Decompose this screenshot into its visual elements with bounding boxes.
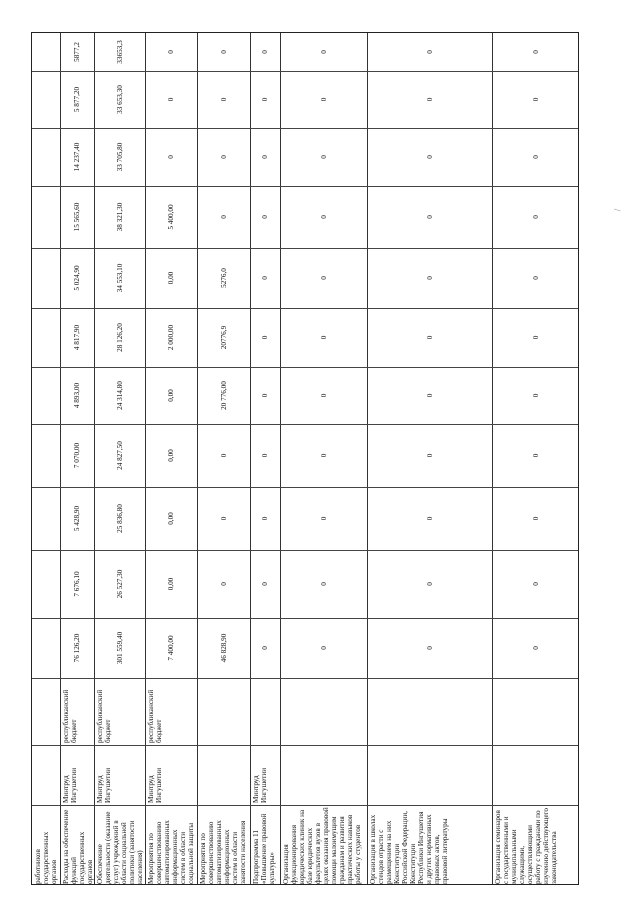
row-value-5: 0,00	[167, 389, 175, 402]
row-value-2: 0	[320, 582, 328, 586]
row-description: Организация семинаров с государственными и муниципальными служащими, осуществляющими работу с гражданами по изучению действующего законодательства	[494, 807, 558, 884]
row-description: Подпрограмма 11 «Повышение правовой культуры»	[252, 813, 276, 884]
row-value-4: 0	[320, 453, 328, 458]
row-value-7: 0	[261, 276, 269, 280]
row-divider	[250, 33, 251, 884]
row-value-3: 0	[220, 516, 228, 521]
row-value-3: 0	[320, 516, 328, 521]
row-value-6: 20776,9	[220, 325, 228, 350]
row-value-4: 24 827,50	[116, 441, 124, 470]
row-total: 0	[167, 50, 175, 54]
row-value-9: 0	[167, 155, 175, 159]
row-value-5: 0	[320, 393, 328, 398]
row-value-5: 0	[426, 393, 434, 398]
column-divider	[32, 487, 578, 488]
column-divider	[32, 424, 578, 425]
row-value-8: 5 400,00	[167, 204, 175, 230]
row-value-1: 76 126,20	[73, 633, 81, 663]
row-value-9: 0	[320, 155, 328, 159]
row-value-9: 0	[261, 155, 269, 159]
row-funding-source: республиканский бюджет	[62, 689, 78, 743]
row-divider	[367, 33, 368, 884]
column-divider	[32, 248, 578, 249]
row-value-3: 0	[261, 516, 269, 521]
row-value-10: 33 653,30	[116, 85, 124, 114]
column-divider	[32, 186, 578, 187]
row-value-9: 0	[532, 155, 540, 159]
row-value-8: 0	[426, 215, 434, 219]
row-executor: Минтруд Ингушетии	[252, 767, 268, 803]
row-total: 33653,3	[116, 40, 124, 64]
column-divider	[32, 805, 578, 806]
row-value-1: 0	[320, 646, 328, 650]
row-value-3: 0	[532, 516, 540, 521]
row-value-4: 0	[261, 453, 269, 458]
row-value-2: 7 676,10	[73, 571, 81, 597]
row-value-8: 0	[320, 215, 328, 219]
row-value-10: 5 877,20	[73, 86, 81, 113]
row-value-1: 0	[261, 646, 269, 650]
row-value-5: 4 893,00	[73, 382, 81, 409]
row-value-10: 0	[426, 97, 434, 102]
row-value-7: 0	[532, 276, 540, 280]
row-value-8: 0	[261, 215, 269, 219]
row-value-6: 28 126,20	[116, 323, 124, 352]
row-value-9: 0	[426, 155, 434, 159]
page-edge-mark: /	[612, 208, 623, 212]
row-value-8: 0	[532, 215, 540, 219]
column-divider	[32, 678, 578, 679]
row-value-6: 4 817,90	[73, 324, 81, 351]
column-divider	[32, 128, 578, 129]
row-total: 0	[532, 50, 540, 54]
row-value-10: 0	[261, 97, 269, 102]
row-value-10: 0	[167, 97, 175, 102]
row-value-2: 0	[261, 582, 269, 586]
row-value-5: 0	[261, 393, 269, 398]
row-value-4: 0	[532, 453, 540, 458]
row-value-1: 46 828,90	[220, 633, 228, 663]
row-value-1: 301 559,40	[116, 631, 124, 665]
row-value-7: 0	[426, 276, 434, 280]
row-total: 5877,2	[73, 42, 81, 62]
row-value-8: 38 321,30	[116, 202, 124, 232]
row-value-7: 0,00	[167, 271, 175, 285]
row-executor: Минтруд Ингушетии	[62, 767, 78, 803]
budget-table	[31, 32, 579, 885]
column-divider	[32, 308, 578, 309]
row-funding-source: республиканский бюджет	[96, 689, 112, 743]
row-value-8: 0	[220, 215, 228, 219]
row-value-2: 26 527,30	[116, 569, 124, 599]
row-value-4: 0	[220, 453, 228, 458]
row-value-7: 5276,0	[220, 268, 228, 288]
row-value-9: 33 705,80	[116, 142, 124, 172]
column-divider	[32, 550, 578, 551]
row-value-2: 0	[220, 582, 228, 586]
row-value-7: 34 553,10	[116, 263, 124, 293]
row-value-1: 0	[426, 646, 434, 650]
row-value-4: 0,00	[167, 449, 175, 462]
row-value-7: 0	[320, 276, 328, 280]
column-divider	[32, 367, 578, 368]
row-total: 0	[261, 50, 269, 54]
row-total: 0	[220, 50, 228, 54]
row-value-5: 20 776,00	[220, 381, 228, 410]
row-value-2: 0	[426, 582, 434, 586]
row-value-5: 24 314,80	[116, 381, 124, 410]
column-divider	[32, 71, 578, 72]
row-value-1: 0	[532, 646, 540, 650]
row-value-7: 5 024,90	[73, 265, 81, 291]
row-description: работников государственных органов	[34, 831, 58, 884]
row-divider	[492, 33, 493, 884]
row-value-6: 0	[261, 335, 269, 340]
row-value-6: 0	[532, 335, 540, 340]
row-description: Расходы на обеспечение функций государственных органов	[62, 809, 94, 884]
row-value-6: 0	[426, 335, 434, 340]
row-value-2: 0,00	[167, 577, 175, 591]
row-description: Мероприятия по совершенствованию автоматизированных информационных систем в области социальной защиты	[147, 820, 195, 884]
row-description: Организация функционирования юридических клиник на базе юридических факультетов вузов в целях оказания правовой помощи малоимущим гражданам и развития практических навыков работы у студентов	[282, 807, 362, 884]
row-value-3: 5 428,90	[73, 505, 81, 532]
row-value-3: 0	[426, 516, 434, 521]
row-value-10: 0	[320, 97, 328, 102]
row-value-6: 2 000,00	[167, 324, 175, 351]
row-total: 0	[426, 50, 434, 54]
row-value-2: 0	[532, 582, 540, 586]
row-value-3: 0,00	[167, 512, 175, 525]
column-divider	[32, 618, 578, 619]
row-value-1: 7 400,00	[167, 635, 175, 661]
row-value-6: 0	[320, 335, 328, 340]
row-value-9: 14 237,40	[73, 142, 81, 172]
row-divider	[60, 33, 61, 884]
row-executor: Минтруд Ингушетии	[96, 767, 112, 803]
row-value-10: 0	[532, 97, 540, 102]
row-value-5: 0	[532, 393, 540, 398]
row-value-3: 25 836,80	[116, 504, 124, 533]
row-funding-source: республиканский бюджет	[147, 689, 163, 743]
row-description: Мероприятия по совершенствованию автоматизированных информационных систем в области занятости населения	[199, 820, 247, 884]
row-divider	[94, 33, 95, 884]
row-divider	[197, 33, 198, 884]
row-divider	[145, 33, 146, 884]
row-value-4: 7 070,00	[73, 442, 81, 469]
row-divider	[280, 33, 281, 884]
row-description: Обеспечение деятельности (оказание услуг) учреждений в области социальной политики (занятости населения)	[96, 811, 144, 884]
row-total: 0	[320, 50, 328, 54]
row-description: Организация в школах стендов отрасти с размещением на них Конституции Российской Федерации, Конституции Республики Ингушетия и других нормативных правовых актов, правовой литературы	[369, 811, 449, 884]
column-divider	[32, 745, 578, 746]
row-value-9: 0	[220, 155, 228, 159]
row-executor: Минтруд Ингушетии	[147, 767, 163, 803]
row-value-8: 15 565,60	[73, 202, 81, 232]
row-value-4: 0	[426, 453, 434, 458]
row-value-10: 0	[220, 97, 228, 102]
